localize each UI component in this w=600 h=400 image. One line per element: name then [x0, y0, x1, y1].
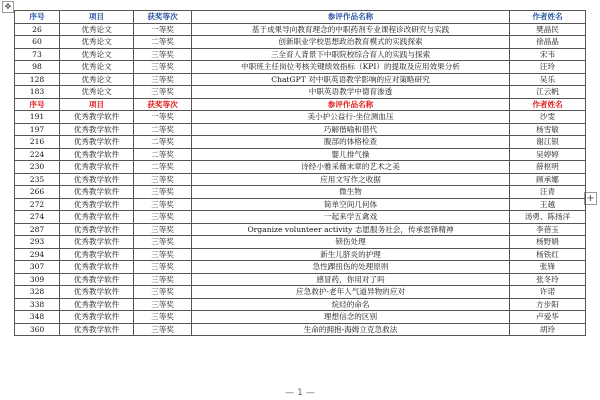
header-cell-award: 获奖等次 [134, 11, 192, 24]
cell-author: 王越 [510, 198, 586, 211]
cell-award: 三等奖 [134, 173, 192, 186]
cell-no: 360 [15, 323, 60, 336]
cell-title: 微生物 [192, 186, 510, 199]
header-cell-category: 项目 [60, 11, 134, 24]
cell-category: 优秀教学软件 [60, 261, 134, 274]
cell-no: 294 [15, 248, 60, 261]
table-row [15, 61, 586, 74]
header-cell-category: 项目 [60, 98, 134, 111]
cell-title: 一起来学五禽戏 [192, 211, 510, 224]
table-row [15, 48, 586, 61]
cell-author: 胡玲 [510, 323, 586, 336]
cell-author: 李蓓玉 [510, 223, 586, 236]
table-row [15, 123, 586, 136]
cell-author: 杨雪敏 [510, 123, 586, 136]
cell-title: 腹部的体格检查 [192, 136, 510, 149]
cell-award: 三等奖 [134, 223, 192, 236]
cell-category: 优秀教学软件 [60, 123, 134, 136]
cell-award: 三等奖 [134, 211, 192, 224]
table-row [15, 323, 586, 336]
cell-category: 优秀教学软件 [60, 148, 134, 161]
cell-no: 338 [15, 298, 60, 311]
table-row [15, 198, 586, 211]
cell-award: 三等奖 [134, 61, 192, 74]
cell-no: 197 [15, 123, 60, 136]
table-row [15, 23, 586, 36]
cell-title: 诗经小雅采薇末章的艺术之美 [192, 161, 510, 174]
table-row [15, 223, 586, 236]
cell-author: 谢江银 [510, 136, 586, 149]
cell-award: 三等奖 [134, 311, 192, 324]
table-row [15, 186, 586, 199]
cell-author: 宋韦 [510, 48, 586, 61]
cell-award: 二等奖 [134, 123, 192, 136]
cell-no: 348 [15, 311, 60, 324]
cell-category: 优秀教学软件 [60, 161, 134, 174]
awards-table [14, 10, 586, 336]
cell-award: 三等奖 [134, 261, 192, 274]
cell-author: 杨铁红 [510, 248, 586, 261]
table-move-handle-icon[interactable]: ✥ [2, 1, 14, 13]
table-row [15, 173, 586, 186]
table-row [15, 148, 586, 161]
cell-category: 优秀教学软件 [60, 286, 134, 299]
cell-author: 徐晶晶 [510, 36, 586, 49]
cell-award: 二等奖 [134, 148, 192, 161]
cell-award: 三等奖 [134, 73, 192, 86]
header-cell-award: 获奖等次 [134, 98, 192, 111]
cell-title: 创新职业学校思想政治教育模式的实践探索 [192, 36, 510, 49]
cell-title: 简单空间几何体 [192, 198, 510, 211]
cell-title: 婴儿排气操 [192, 148, 510, 161]
cell-author: 汤勇、陈扬洋 [510, 211, 586, 224]
cell-award: 三等奖 [134, 286, 192, 299]
table-row [15, 298, 586, 311]
cell-author: 张锋 [510, 261, 586, 274]
cell-author: 薛枢明 [510, 161, 586, 174]
cell-award: 三等奖 [134, 273, 192, 286]
header-cell-author: 作者姓名 [510, 98, 586, 111]
cell-no: 230 [15, 161, 60, 174]
cell-no: 98 [15, 61, 60, 74]
cell-author: 张冬玲 [510, 273, 586, 286]
cell-author: 汪玲 [510, 61, 586, 74]
cell-category: 优秀论文 [60, 36, 134, 49]
cell-author: 方步阳 [510, 298, 586, 311]
table-row [15, 73, 586, 86]
cell-title: ChatGPT 对中职英语教学影响的应对策略研究 [192, 73, 510, 86]
cell-category: 优秀教学软件 [60, 211, 134, 224]
cell-title: 美小护公益行-坐位测血压 [192, 111, 510, 124]
table-row [15, 211, 586, 224]
cell-author: 杨野娟 [510, 236, 586, 249]
cell-award: 三等奖 [134, 298, 192, 311]
table-row [15, 236, 586, 249]
cell-title: 感冒药，你用对了吗 [192, 273, 510, 286]
table-row [15, 261, 586, 274]
header-cell-no: 序号 [15, 11, 60, 24]
cell-title: 应用文写作之收据 [192, 173, 510, 186]
cell-category: 优秀论文 [60, 73, 134, 86]
cell-title: 新生儿脐炎的护理 [192, 248, 510, 261]
cell-category: 优秀教学软件 [60, 236, 134, 249]
cell-title: 应急救护-老年人气道异物的应对 [192, 286, 510, 299]
cell-title: 巧解偕喻和借代 [192, 123, 510, 136]
cell-author: 许诺 [510, 286, 586, 299]
cell-category: 优秀教学软件 [60, 198, 134, 211]
page-number: — 1 — [285, 388, 315, 398]
cell-title: 烷烃的命名 [192, 298, 510, 311]
cell-category: 优秀论文 [60, 48, 134, 61]
cell-award: 二等奖 [134, 136, 192, 149]
cell-category: 优秀教学软件 [60, 136, 134, 149]
header-cell-title: 参评作品名称 [192, 98, 510, 111]
cell-title: 生命的拥抱-海姆立克急救法 [192, 323, 510, 336]
cell-category: 优秀教学软件 [60, 223, 134, 236]
cell-no: 216 [15, 136, 60, 149]
cell-category: 优秀教学软件 [60, 273, 134, 286]
cell-title: 三全育人背景下中职院校综合育人的实践与探索 [192, 48, 510, 61]
cell-no: 307 [15, 261, 60, 274]
cell-award: 三等奖 [134, 48, 192, 61]
cell-no: 328 [15, 286, 60, 299]
cell-award: 三等奖 [134, 198, 192, 211]
table-row [15, 286, 586, 299]
cell-title: 锁伤处理 [192, 236, 510, 249]
cell-no: 272 [15, 198, 60, 211]
cell-no: 274 [15, 211, 60, 224]
cell-no: 60 [15, 36, 60, 49]
table-row [15, 111, 586, 124]
cell-title: Organize volunteer activity 志愿服务社会，传承雷锋精神 [192, 223, 510, 236]
cell-no: 73 [15, 48, 60, 61]
cell-no: 287 [15, 223, 60, 236]
header-cell-author: 作者姓名 [510, 11, 586, 24]
cell-no: 183 [15, 86, 60, 99]
cell-award: 一等奖 [134, 23, 192, 36]
cell-author: 吴婷婷 [510, 148, 586, 161]
cell-author: 卢爱华 [510, 311, 586, 324]
cell-category: 优秀教学软件 [60, 173, 134, 186]
cell-category: 优秀论文 [60, 86, 134, 99]
cell-title: 中职班主任岗位考核关键绩效指标（KPI）的提取及应用效果分析 [192, 61, 510, 74]
cell-author: 江云帆 [510, 86, 586, 99]
cell-no: 224 [15, 148, 60, 161]
table-row [15, 311, 586, 324]
cell-category: 优秀教学软件 [60, 311, 134, 324]
cell-title: 基于成果导向教育理念的中职药剂专业课程诊改研究与实践 [192, 23, 510, 36]
cell-author: 沙雯 [510, 111, 586, 124]
table-header-row [15, 98, 586, 111]
cell-no: 235 [15, 173, 60, 186]
header-cell-title: 参评作品名称 [192, 11, 510, 24]
cell-no: 191 [15, 111, 60, 124]
cell-category: 优秀教学软件 [60, 298, 134, 311]
cell-no: 293 [15, 236, 60, 249]
table-row [15, 136, 586, 149]
add-column-plus-icon[interactable]: + [584, 192, 597, 205]
header-cell-no: 序号 [15, 98, 60, 111]
cell-award: 一等奖 [134, 111, 192, 124]
cell-author: 顾承娜 [510, 173, 586, 186]
cell-award: 三等奖 [134, 323, 192, 336]
cell-no: 26 [15, 23, 60, 36]
cell-no: 309 [15, 273, 60, 286]
table-row [15, 273, 586, 286]
cell-category: 优秀论文 [60, 61, 134, 74]
cell-no: 128 [15, 73, 60, 86]
cell-award: 三等奖 [134, 248, 192, 261]
cell-award: 三等奖 [134, 86, 192, 99]
cell-category: 优秀教学软件 [60, 186, 134, 199]
cell-no: 266 [15, 186, 60, 199]
table-row [15, 248, 586, 261]
cell-author: 汪青 [510, 186, 586, 199]
cell-category: 优秀教学软件 [60, 323, 134, 336]
cell-category: 优秀教学软件 [60, 111, 134, 124]
cell-author: 樊晶民 [510, 23, 586, 36]
table-row [15, 36, 586, 49]
cell-category: 优秀论文 [60, 23, 134, 36]
cell-award: 三等奖 [134, 186, 192, 199]
table-row [15, 86, 586, 99]
table-header-row [15, 11, 586, 24]
cell-award: 三等奖 [134, 236, 192, 249]
cell-title: 急性踝扭伤的处理原则 [192, 261, 510, 274]
cell-award: 二等奖 [134, 36, 192, 49]
cell-category: 优秀教学软件 [60, 248, 134, 261]
table-row [15, 161, 586, 174]
cell-award: 二等奖 [134, 161, 192, 174]
cell-title: 中职英语教学中德育渗透 [192, 86, 510, 99]
cell-title: 理想信念的区别 [192, 311, 510, 324]
cell-author: 吴乐 [510, 73, 586, 86]
